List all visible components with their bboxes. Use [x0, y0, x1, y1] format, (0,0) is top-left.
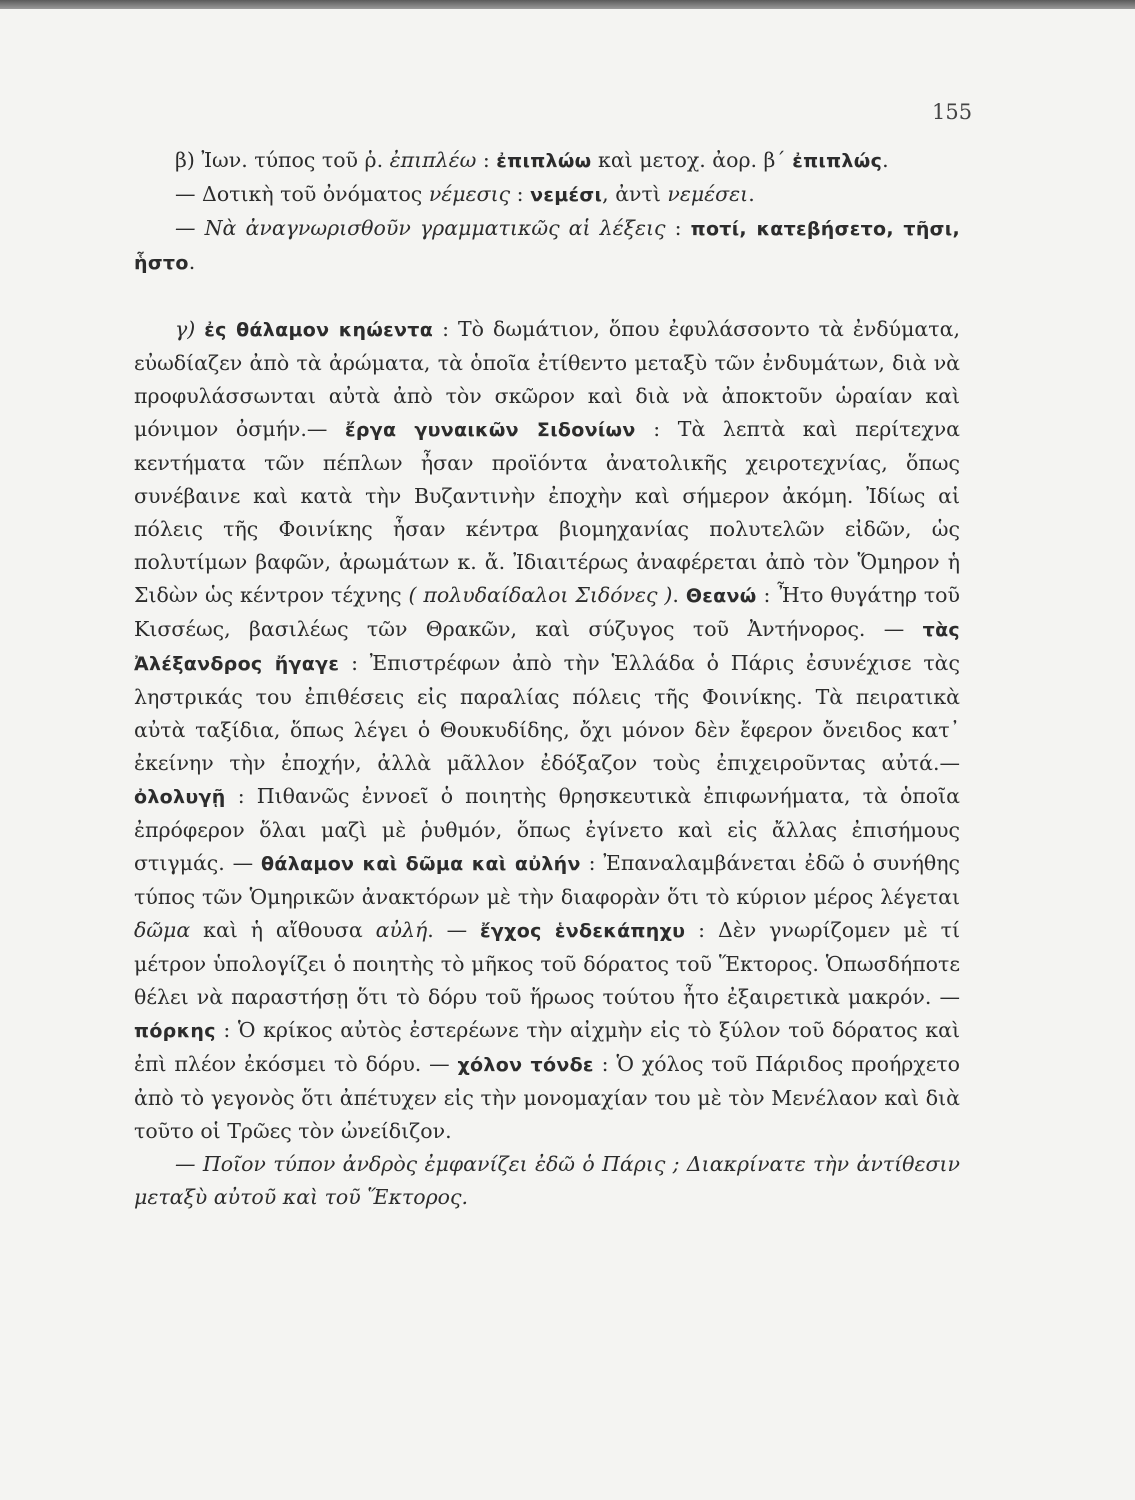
bold-term: θάλαμον καὶ δῶμα καὶ αὐλήν [261, 853, 581, 875]
italic-word: ἐπιπλέω [389, 148, 477, 172]
bold-term: χόλον τόνδε [457, 1054, 594, 1076]
bold-term: πόρκης [134, 1020, 216, 1042]
paragraph-c: γ) ἐς θάλαμον κηώεντα : Τὸ δωμάτιον, ὅπου ἐφυλάσσοντο τὰ ἐνδύματα, εὐωδίαζεν ἀπὸ τὰ ἀρώματα, τὰ ὁποῖα ἐτίθεντο μεταξὺ τῶν ἐνδυμάτων, διὰ νὰ προφυλάσσωνται αὐτὰ ἀπὸ τὸν σκῶρον καὶ διὰ νὰ ἀποκτοῦν ὡραίαν καὶ μόνιμον ὀσμήν.— ἔργα γυναικῶν Σιδονίων : Τὰ λεπτὰ καὶ περίτεχνα κεντήματα τῶν πέπλων ἦσαν προϊόντα ἀνατολικῆς χειροτεχνίας, ὅπως συνέβαινε καὶ κατὰ τὴν Βυζαντινὴν ἐποχὴν καὶ σήμερον ἀκόμη. Ἰδίως αἱ πόλεις τῆς Φοινίκης ἦσαν κέντρα βιομηχανίας πολυτελῶν εἰδῶν, ὡς πολυτίμων βαφῶν, ἀρωμάτων κ. ἄ. Ἰδιαιτέρως ἀναφέρεται ἀπὸ τὸν Ὅμηρον ἡ Σιδὼν ὡς κέντρον τέχνης ( πολυδαίδαλοι Σιδόνες ). Θεανώ : Ἦτο θυγάτηρ τοῦ Κισσέως, βασιλέως τῶν Θρακῶν, καὶ σύζυγος τοῦ Ἀντήνορος. — τὰς Ἀλέξανδρος ἤγαγε : Ἐπιστρέφων ἀπὸ τὴν Ἑλλάδα ὁ Πάρις ἐσυνέχισε τὰς ληστρικάς του ἐπιθέσεις εἰς παραλίας πόλεις τῆς Φοινίκης. Τὰ πειρατικὰ αὐτὰ ταξίδια, ὅπως λέγει ὁ Θουκυδίδης, ὄχι μόνον δὲν ἔφερον ὄνειδος κατ᾿ ἐκείνην τὴν ἐποχήν, ἀλλὰ μᾶλλον ἐδόξαζον τοὺς ἐπιχειροῦντας αὐτά.— ὀλολυγῇ : Πιθανῶς ἐννοεῖ ὁ ποιητὴς θρησκευτικὰ ἐπιφωνήματα, τὰ ὁποῖα ἐπρόφερον ὅλαι μαζὶ μὲ ῥυθμόν, ὅπως ἐγίνετο καὶ εἰς ἄλλας ἐπισήμους στιγμάς. — θάλαμον καὶ δῶμα καὶ αὐλήν : Ἐπαναλαμβάνεται ἐδῶ ὁ συνήθης τύπος τῶν Ὁμηρικῶν ἀνακτόρων μὲ τὴν διαφορὰν ὅτι τὸ κύριον μέρος λέγεται δῶμα καὶ ἡ αἴθουσα αὐλή. — ἔγχος ἑνδεκάπηχυ : Δὲν γνωρίζομεν μὲ τί μέτρον ὑπολογίζει ὁ ποιητὴς τὸ μῆκος τοῦ δόρατος τοῦ Ἕκτορος. Ὁπωσδήποτε θέλει νὰ παραστήσῃ ὅτι τὸ δόρυ τοῦ ἥρωος τούτου ἦτο ἐξαιρετικὰ μακρόν. — πόρκης : Ὁ κρίκος αὐτὸς ἐστερέωνε τὴν αἰχμὴν εἰς τὸ ξύλον τοῦ δόρατος καὶ ἐπὶ πλέον ἐκόσμει τὸ δόρυ. — χόλον τόνδε : Ὁ χόλος τοῦ Πάριδος προήρχετο ἀπὸ τὸ γεγονὸς ὅτι ἀπέτυχεν εἰς τὴν μονομαχίαν του μὲ τὸν Μενέλαον καὶ διὰ τοῦτο οἱ Τρῶες τὸν ὠνείδιζον. [134, 317, 961, 1143]
bold-term: ἐπιπλώω [496, 150, 592, 172]
closing-question: — Ποῖον τύπον ἀνδρὸς ἐμφανίζει ἐδῶ ὁ Πάρις ; Διακρίνατε τὴν ἀντίθεσιν μεταξὺ αὐτοῦ καὶ τοῦ Ἕκτορος. [134, 1152, 960, 1209]
bold-term: ἐς θάλαμον κηώεντα [204, 319, 434, 341]
bold-term: ἐπιπλώς [792, 150, 883, 172]
paragraph-b-line2: — Δοτικὴ τοῦ ὀνόματος νέμεσις : νεμέσι, ἀντὶ νεμέσει. [175, 182, 755, 206]
italic-word: αὐλή [375, 918, 428, 942]
page-number: 155 [932, 100, 973, 124]
bold-term: νεμέσι [530, 184, 603, 206]
italic-quote: ( πολυδαίδαλοι Σιδόνες ) [408, 583, 673, 607]
italic-word: νέμεσις [428, 182, 511, 206]
bold-term: Θεανώ [685, 585, 757, 607]
page-body [134, 144, 960, 1214]
section-label: γ) [175, 317, 205, 341]
italic-instruction: — Νὰ ἀναγνωρισθοῦν γραμματικῶς αἱ λέξεις [175, 216, 666, 240]
bold-term: ὀλολυγῇ [134, 786, 226, 808]
paragraph-b-line3: — Νὰ ἀναγνωρισθοῦν γραμματικῶς αἱ λέξεις : ποτί, κατεβήσετο, τῆσι, ἧστο. [134, 216, 960, 274]
paragraph-b-line1: β) Ἰων. τύπος τοῦ ῥ. ἐπιπλέω : ἐπιπλώω καὶ μετοχ. ἀορ. β΄ ἐπιπλώς. [175, 148, 889, 172]
bold-term: ποτί, κατεβήσετο, τῆσι, ἧστο [134, 218, 960, 274]
bold-term: ἔγχος ἑνδεκάπηχυ [480, 920, 686, 942]
italic-word: νεμέσει [667, 182, 749, 206]
italic-word: δῶμα [134, 918, 191, 942]
bold-term: ἔργα γυναικῶν Σιδονίων [344, 419, 636, 441]
scan-top-edge [0, 0, 1135, 9]
bold-term: τὰς Ἀλέξανδρος ἤγαγε [134, 619, 960, 675]
